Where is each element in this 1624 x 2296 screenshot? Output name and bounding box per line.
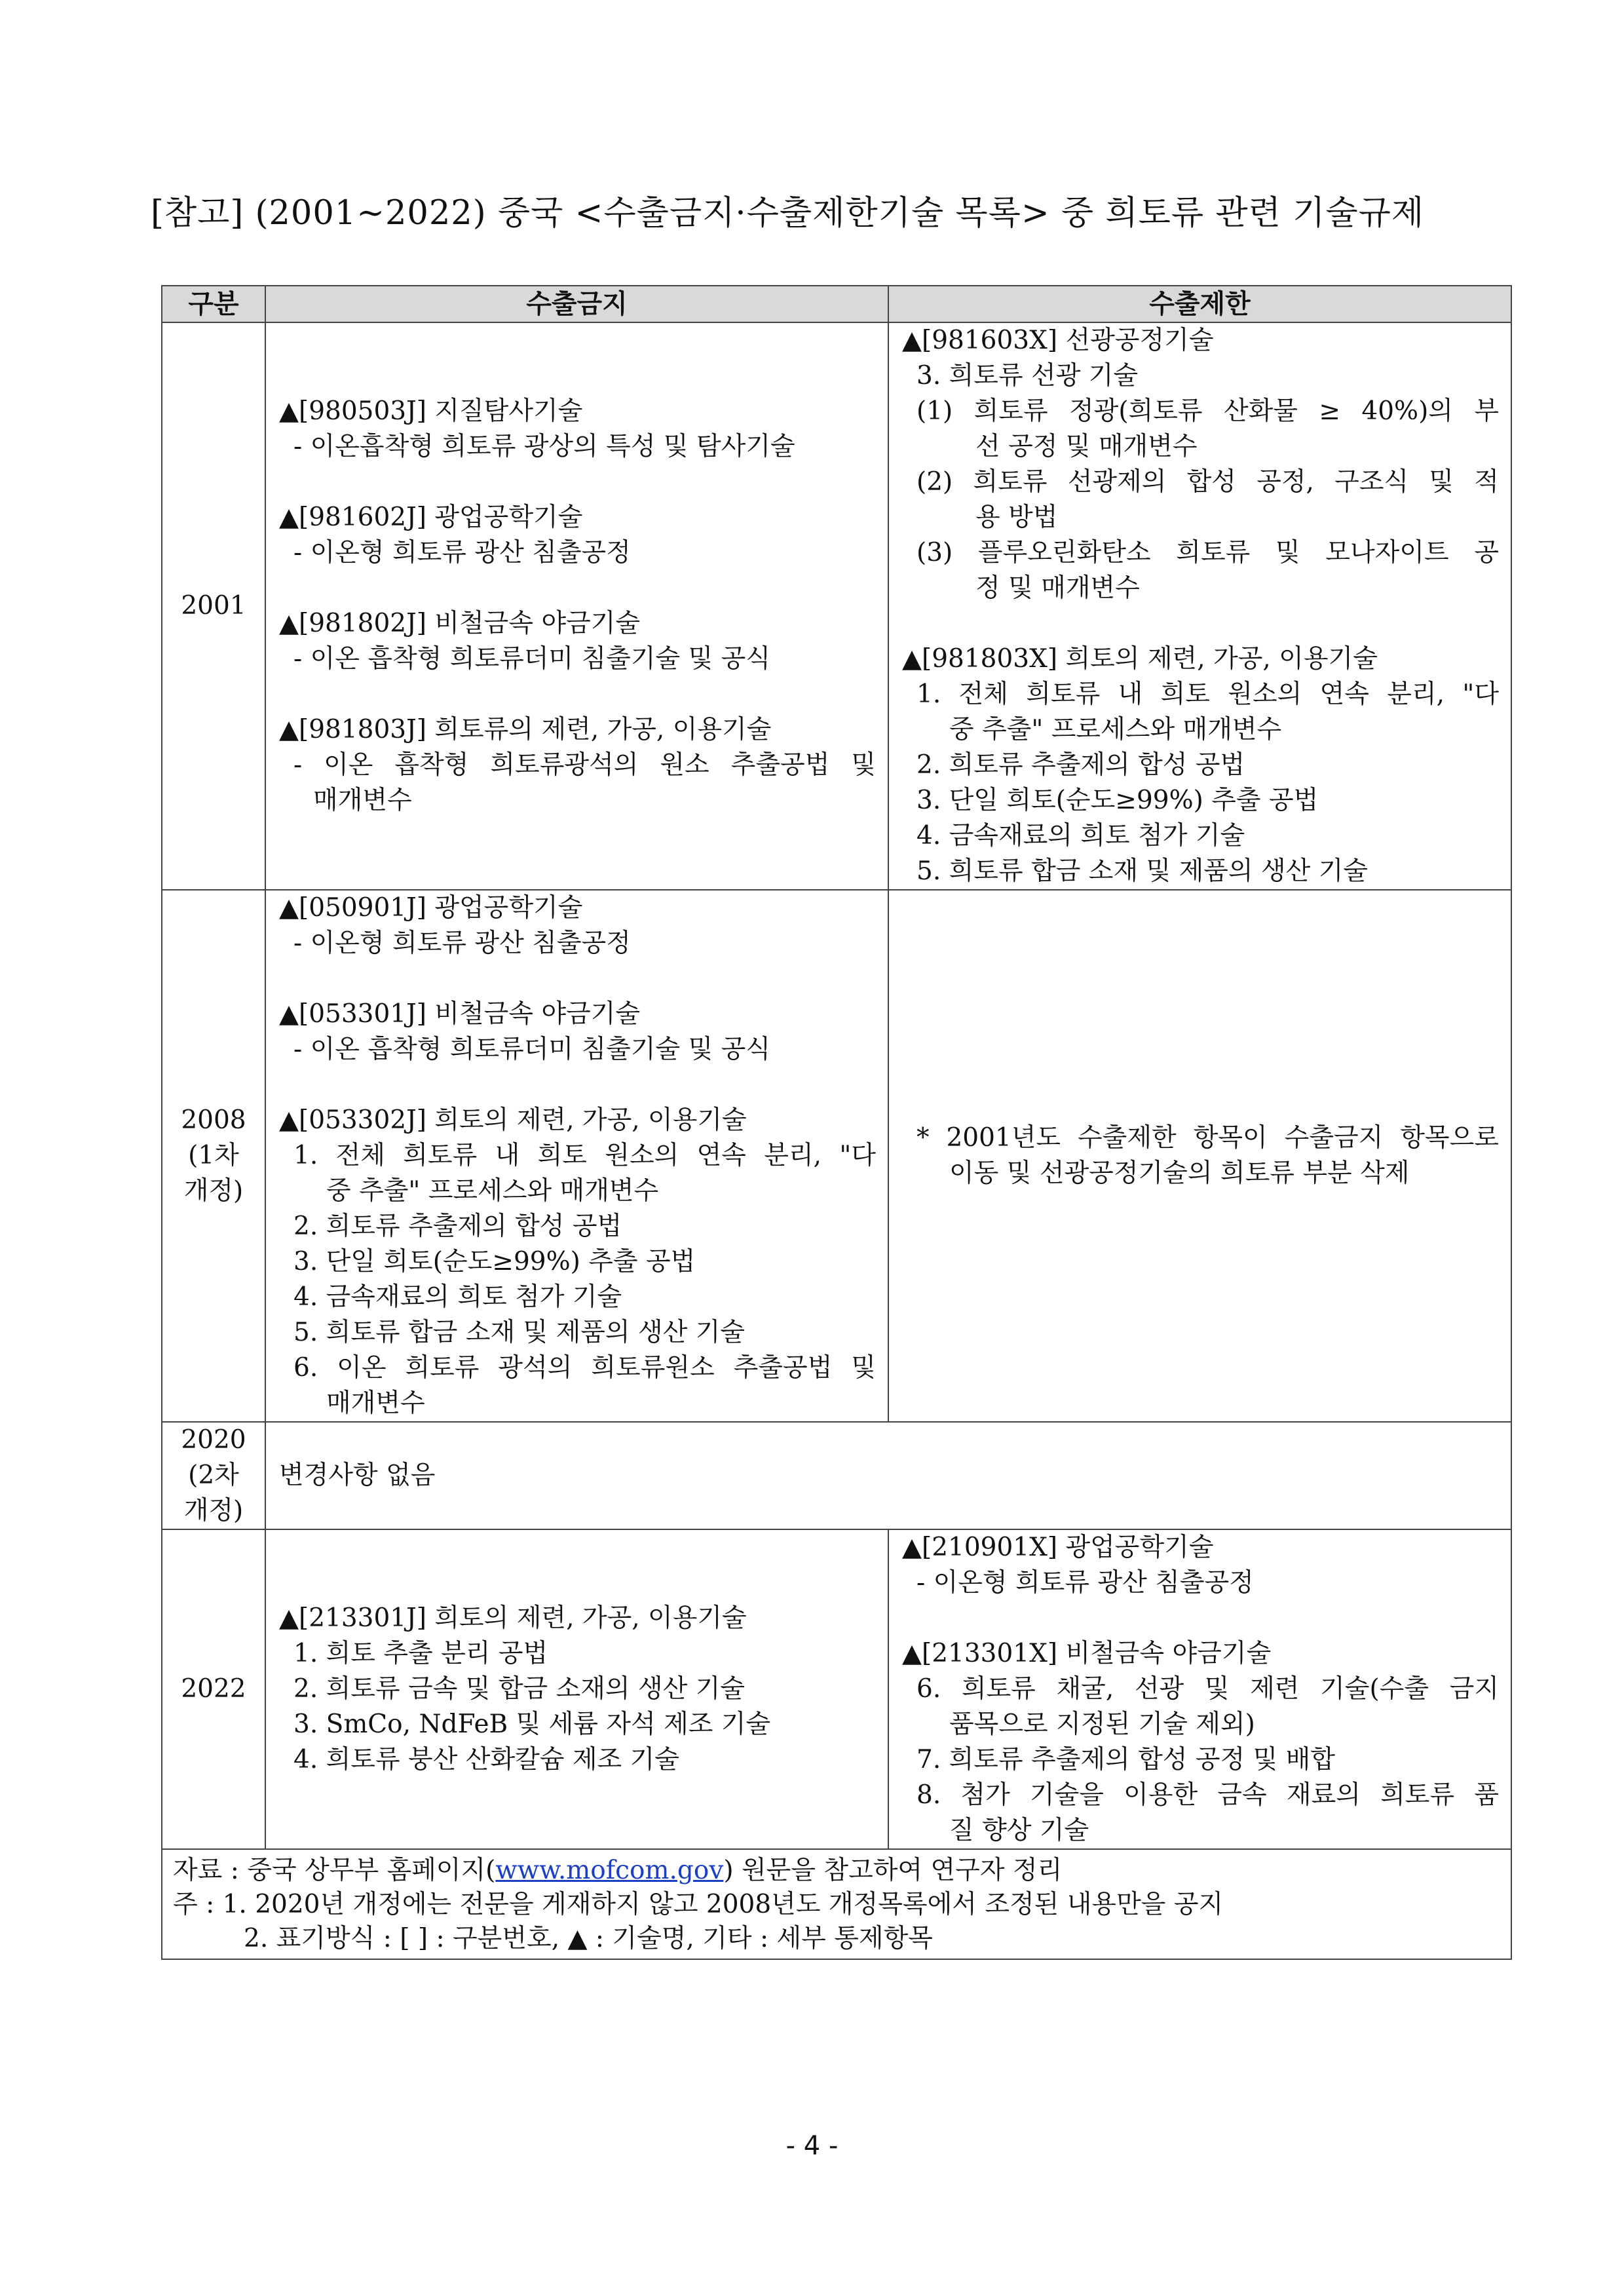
item-line: - 이온 흡착형 희토류광석의 원소 추출공법 및 [293,750,876,780]
year-label: 2022 [181,1674,246,1704]
item-line: ▲[053301J] 비철금속 야금기술 [279,999,641,1029]
blank-line [279,1067,876,1103]
item-line: - 이온 흡착형 희토류더미 침출기술 및 공식 [293,644,771,674]
export-ban-cell [265,1529,888,1849]
item-line: 2. 희토류 추출제의 합성 공법 [293,1212,622,1241]
item-line: 선 공정 및 매개변수 [975,432,1198,461]
blank-line [279,961,876,997]
page-number: - 4 - [785,2131,839,2161]
item-line: 5. 희토류 합금 소재 및 제품의 생산 기술 [293,1318,746,1347]
year-label: 개정) [183,1496,244,1525]
table-row [162,890,1511,1422]
item-line: ▲[053302J] 희토의 제련, 가공, 이용기술 [279,1105,747,1135]
table-row [162,1422,1511,1529]
source-notes-cell [162,1849,1511,1959]
item-line: 용 방법 [975,503,1058,532]
item-line: - 이온형 희토류 광산 침출공정 [916,1568,1254,1598]
item-line: ▲[981603X] 선광공정기술 [902,326,1214,355]
item-line: 7. 희토류 추출제의 합성 공정 및 배합 [916,1745,1336,1774]
year-cell [162,1529,265,1849]
source-link[interactable]: www.mofcom.gov [495,1856,724,1885]
item-line: 매개변수 [326,1388,425,1418]
item-line: 8. 첨가 기술을 이용한 금속 재료의 희토류 품 [916,1780,1499,1810]
item-line: 5. 희토류 합금 소재 및 제품의 생산 기술 [916,856,1369,886]
year-cell [162,1422,265,1529]
year-label: (2차 [188,1461,239,1490]
item-line: 1. 전체 희토류 내 희토 원소의 연속 분리, "다 [293,1141,876,1170]
item-line: 품목으로 지정된 기술 제외) [949,1710,1255,1739]
year-label: 2001 [181,591,246,621]
item-line: 이동 및 선광공정기술의 희토류 부분 삭제 [949,1158,1410,1188]
note-2: 2. 표기방식 : [ ] : 구분번호, ▲ : 기술명, 기타 : 세부 통제항목 [244,1924,933,1953]
item-line: 중 추출" 프로세스와 매개변수 [949,715,1282,744]
export-restrict-cell [888,890,1511,1422]
item-line: 4. 금속재료의 희토 첨가 기술 [916,821,1245,851]
item-line: 2. 희토류 추출제의 합성 공법 [916,750,1245,780]
no-change-cell: 변경사항 없음 [265,1422,1511,1529]
blank-line [902,1601,1499,1636]
blank-line [902,606,1499,641]
table-header-row [162,286,1511,322]
item-line: ▲[213301J] 희토의 제련, 가공, 이용기술 [279,1603,747,1633]
header-export-restrict: 수출제한 [888,286,1511,322]
item-line: 2. 희토류 금속 및 합금 소재의 생산 기술 [293,1674,746,1704]
item-line: - 이온흡착형 희토류 광상의 특성 및 탐사기술 [293,432,795,461]
item-line: 3. 단일 희토(순도≥99%) 추출 공법 [916,786,1319,815]
item-line: 1. 희토 추출 분리 공법 [293,1639,548,1668]
item-line: ▲[213301X] 비철금속 야금기술 [902,1639,1272,1668]
item-line: ▲[050901J] 광업공학기술 [279,893,583,923]
export-restrict-cell [888,1529,1511,1849]
item-line: ▲[981803X] 희토의 제련, 가공, 이용기술 [902,644,1378,674]
header-year: 구분 [162,286,265,322]
page-title: [참고] (2001~2022) 중국 <수출금지·수출제한기술 목록> 중 희토류 관련 기술규제 [151,194,1425,233]
item-line: (2) 희토류 선광제의 합성 공정, 구조식 및 적 [916,467,1499,497]
regulation-table [161,285,1512,1960]
item-line: ▲[210901X] 광업공학기술 [902,1533,1214,1562]
item-line: ▲[981803J] 희토류의 제련, 가공, 이용기술 [279,715,772,744]
blank-line [279,677,876,712]
header-export-ban: 수출금지 [265,286,888,322]
source-prefix: 자료 : 중국 상무부 홈페이지( [173,1856,496,1885]
year-label: (1차 [188,1141,239,1170]
source-suffix: ) 원문을 참고하여 연구자 정리 [723,1856,1063,1885]
item-line: ▲[980503J] 지질탐사기술 [279,396,583,426]
item-line: 매개변수 [313,786,412,815]
item-line: - 이온 흡착형 희토류더미 침출기술 및 공식 [293,1035,771,1064]
export-restrict-cell [888,322,1511,890]
blank-line [279,571,876,606]
export-ban-cell [265,890,888,1422]
item-line: 정 및 매개변수 [975,573,1140,603]
item-line: 3. 희토류 선광 기술 [916,361,1139,391]
year-label: 2020 [181,1425,246,1455]
item-line: 중 추출" 프로세스와 매개변수 [326,1176,659,1206]
year-cell [162,322,265,890]
item-line: (1) 희토류 정광(희토류 산화물 ≥ 40%)의 부 [916,396,1499,426]
item-line: (3) 플루오린화탄소 희토류 및 모나자이트 공 [916,538,1499,567]
year-cell [162,890,265,1422]
blank-line [279,465,876,500]
item-line: 4. 희토류 붕산 산화칼슘 제조 기술 [293,1745,679,1774]
item-line: * 2001년도 수출제한 항목이 수출금지 항목으로 [916,1123,1499,1153]
table-row [162,1529,1511,1849]
source-line [173,1854,1500,1888]
item-line: - 이온형 희토류 광산 침출공정 [293,928,631,958]
export-ban-cell [265,322,888,890]
table-row [162,322,1511,890]
item-line: - 이온형 희토류 광산 침출공정 [293,538,631,567]
item-line: ▲[981602J] 광업공학기술 [279,503,583,532]
item-line: ▲[981802J] 비철금속 야금기술 [279,609,641,638]
item-line: 4. 금속재료의 희토 첨가 기술 [293,1282,622,1312]
item-line: 1. 전체 희토류 내 희토 원소의 연속 분리, "다 [916,679,1499,709]
note-1: 주 : 1. 2020년 개정에는 전문을 게재하지 않고 2008년도 개정목록에서 조정된 내용만을 공지 [173,1890,1224,1919]
year-label: 개정) [183,1176,244,1206]
item-line: 질 향상 기술 [949,1816,1089,1845]
item-line: 3. SmCo, NdFeB 및 세륨 자석 제조 기술 [293,1710,771,1739]
item-line: 6. 이온 희토류 광석의 희토류원소 추출공법 및 [293,1353,876,1383]
year-label: 2008 [181,1105,246,1135]
source-row [162,1849,1511,1959]
item-line: 6. 희토류 채굴, 선광 및 제련 기술(수출 금지 [916,1674,1499,1704]
item-line: 3. 단일 희토(순도≥99%) 추출 공법 [293,1247,696,1276]
